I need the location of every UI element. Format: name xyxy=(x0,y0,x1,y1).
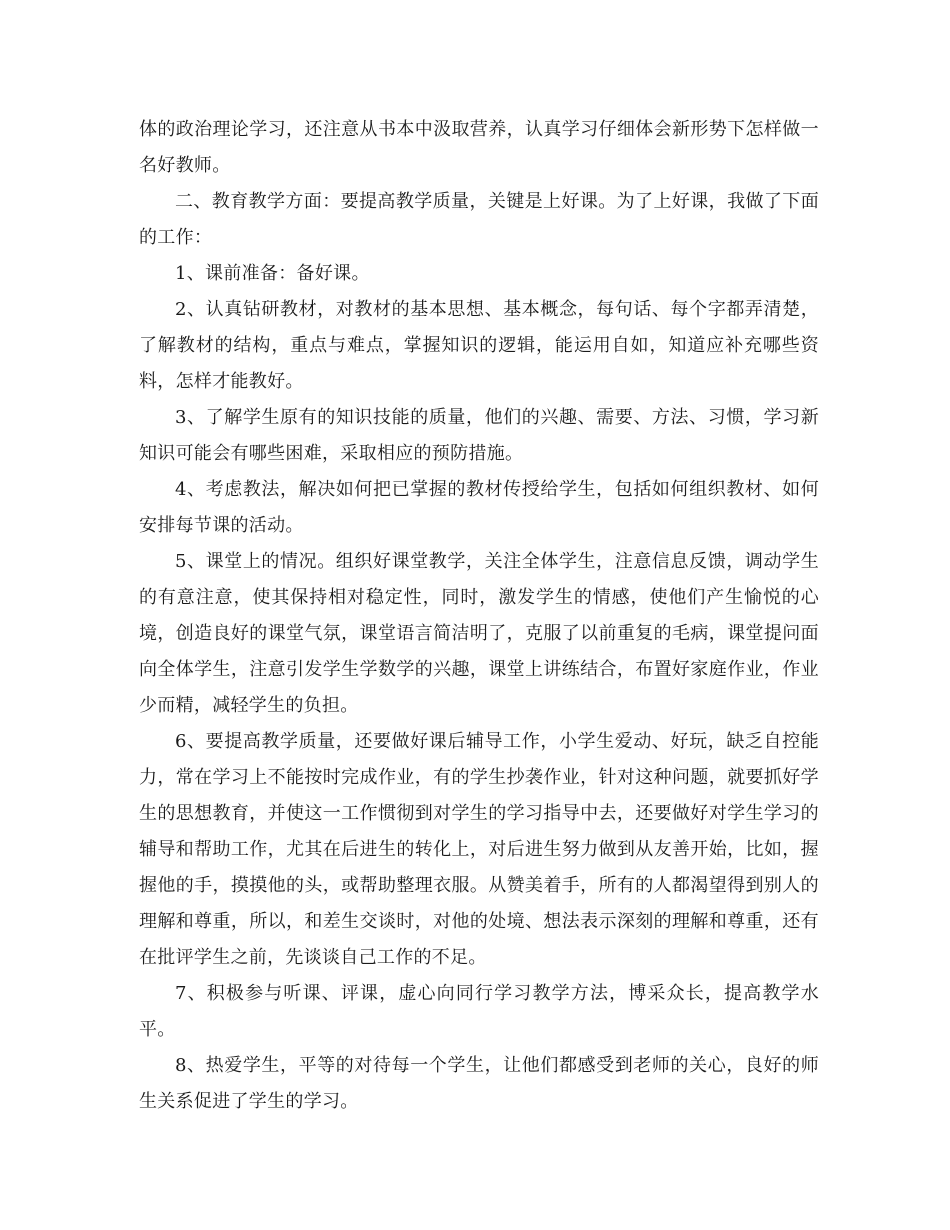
paragraph-item-5: 5、课堂上的情况。组织好课堂教学，关注全体学生，注意信息反馈，调动学生的有意注意，使其保持相对稳定性，同时，激发学生的情感，使他们产生愉悦的心境，创造良好的课堂气氛，课堂语言简洁明了，克服了以前重复的毛病，课堂提问面向全体学生，注意引发学生学数学的兴趣，课堂上讲练结合，布置好家庭作业，作业少而精，减轻学生的负担。 xyxy=(139,551,819,716)
paragraph-item-4: 4、考虑教法，解决如何把已掌握的教材传授给学生，包括如何组织教材、如何安排每节课的活动。 xyxy=(139,479,819,536)
paragraph-continuation: 体的政治理论学习，还注意从书本中汲取营养，认真学习仔细体会新形势下怎样做一名好教师。 xyxy=(139,119,819,176)
paragraph-item-7: 7、积极参与听课、评课，虚心向同行学习教学方法，博采众长，提高教学水平。 xyxy=(139,983,819,1040)
document-body xyxy=(139,112,819,1120)
paragraph-item-1: 1、课前准备：备好课。 xyxy=(175,263,370,284)
paragraph-item-6: 6、要提高教学质量，还要做好课后辅导工作，小学生爱动、好玩，缺乏自控能力，常在学习上不能按时完成作业，有的学生抄袭作业，针对这种问题，就要抓好学生的思想教育，并使这一工作惯彻到对学生的学习指导中去，还要做好对学生学习的辅导和帮助工作，尤其在后进生的转化上，对后进生努力做到从友善开始，比如，握握他的手，摸摸他的头，或帮助整理衣服。从赞美着手，所有的人都渴望得到别人的理解和尊重，所以，和差生交谈时，对他的处境、想法表示深刻的理解和尊重，还有在批评学生之前，先谈谈自己工作的不足。 xyxy=(139,731,819,968)
paragraph-item-8: 8、热爱学生，平等的对待每一个学生，让他们都感受到老师的关心，良好的师生关系促进了学生的学习。 xyxy=(139,1055,819,1112)
paragraph-item-3: 3、了解学生原有的知识技能的质量，他们的兴趣、需要、方法、习惯，学习新知识可能会有哪些困难，采取相应的预防措施。 xyxy=(139,407,819,464)
paragraph-item-2: 2、认真钻研教材，对教材的基本思想、基本概念，每句话、每个字都弄清楚，了解教材的结构，重点与难点，掌握知识的逻辑，能运用自如，知道应补充哪些资料，怎样才能教好。 xyxy=(139,299,819,392)
paragraph-section-heading: 二、教育教学方面：要提高教学质量，关键是上好课。为了上好课，我做了下面的工作： xyxy=(139,191,819,248)
